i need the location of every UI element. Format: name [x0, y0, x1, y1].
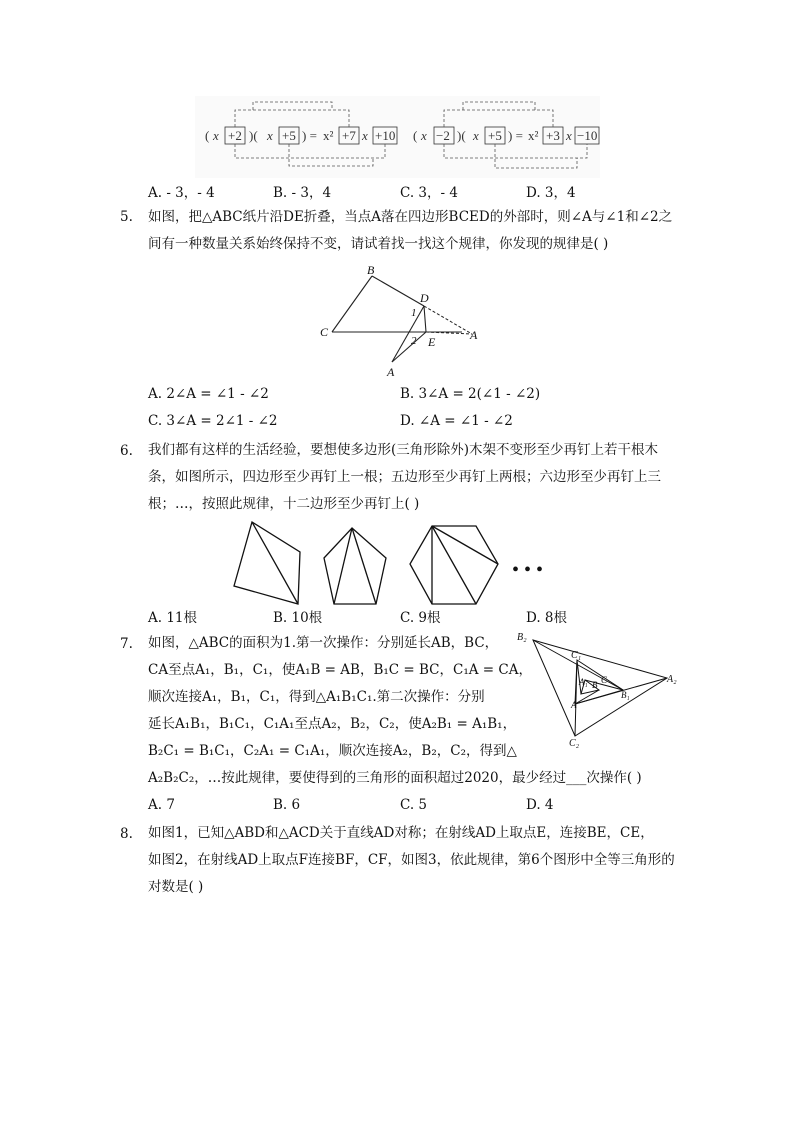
q6-text-line2: 条，如图所示，四边形至少再钉上一根；五边形至少再钉上两根；六边形至少再钉上三: [148, 469, 661, 485]
q7-label-c: C: [601, 675, 608, 685]
q6-option-a[interactable]: A. 11根: [148, 610, 198, 626]
q4-left-a: +2: [228, 128, 242, 143]
q7-figure: [515, 628, 680, 750]
q5-option-d[interactable]: D. ∠A = ∠1 - ∠2: [400, 413, 513, 429]
q7-label-c1: C₁: [571, 650, 582, 661]
q4-right-close1: )(: [457, 128, 466, 143]
q4-left-c: +7: [342, 128, 356, 143]
q4-option-a[interactable]: A. - 3，- 4: [148, 185, 215, 201]
q4-option-b[interactable]: B. - 3，4: [273, 185, 332, 201]
q8-text-line3: 对数是( ): [148, 879, 204, 895]
q7-text-line5: B₂C₁ = B₁C₁，C₂A₁ = C₁A₁，顺次连接A₂，B₂，C₂，得到△: [148, 743, 517, 759]
q5-fold-de: [424, 306, 426, 332]
q5-edge-cb: [332, 276, 372, 332]
q7-label-a2: A₂: [667, 674, 677, 685]
q4-left-d: +10: [375, 128, 396, 143]
q8-text-line2: 如图2，在射线AD上取点F连接BF，CF，如图3，依此规律，第6个图形中全等三角形的: [148, 852, 675, 868]
q4-left-x1: x: [213, 128, 219, 143]
q4-left-b: +5: [282, 128, 296, 143]
q5-label-angle2: 2: [411, 335, 417, 347]
q5-text-line2: 间有一种数量关系始终保持不变，请试着找一找这个规律，你发现的规律是( ): [148, 236, 609, 252]
q4-right-c: +3: [546, 128, 560, 143]
q4-right-d: −10: [577, 128, 598, 143]
q6-figure: [228, 518, 568, 608]
q5-number: 5.: [120, 209, 133, 225]
q7-text-line2: CA至点A₁，B₁，C₁，使A₁B = AB，B₁C = BC，C₁A = CA，: [148, 662, 532, 678]
q7-text-line1: 如图，△ABC的面积为1.第一次操作：分别延长AB，BC，: [148, 635, 499, 651]
q5-label-angle1: 1: [411, 307, 417, 319]
q5-option-b[interactable]: B. 3∠A = 2(∠1 - ∠2): [400, 386, 541, 402]
q5-label-a-bottom: A: [387, 365, 395, 379]
q5-text-line1: 如图，把△ABC纸片沿DE折叠，当点A落在四边形BCED的外部时，则∠A与∠1和∠2之: [148, 209, 673, 225]
q5-label-a-top: A: [470, 328, 478, 342]
q6-quadrilateral: [234, 522, 300, 604]
q6-number: 6.: [120, 443, 133, 459]
q4-right-x3: x: [566, 128, 572, 143]
q5-edge-d-abottom: [392, 306, 424, 362]
q6-quad-diagonal: [252, 522, 298, 604]
q4-left-eq: ) =: [302, 128, 317, 143]
q6-text-line3: 根；…，按照此规律，十二边形至少再钉上( ): [148, 496, 420, 512]
q4-left-x3: x: [362, 128, 368, 143]
q7-option-a[interactable]: A. 7: [148, 797, 175, 813]
q5-dashed-da: [424, 306, 472, 334]
q5-figure: [312, 262, 488, 380]
q4-option-d[interactable]: D. 3，4: [526, 185, 576, 201]
q7-label-c2: C₂: [569, 738, 580, 749]
q6-ellipsis: • • •: [512, 559, 544, 581]
q5-label-d: D: [420, 291, 429, 305]
q8-text-line1: 如图1，已知△ABD和△ACD关于直线AD对称；在射线AD上取点E，连接BE，CE，: [148, 825, 654, 841]
q6-text-line1: 我们都有这样的生活经验，要想使多边形(三角形除外)木架不变形至少再钉上若干根木: [148, 442, 659, 458]
q4-figure: [195, 96, 600, 178]
q6-hex-diagonal-2: [432, 526, 476, 604]
q7-label-a1: A₁: [579, 677, 588, 687]
q5-edge-abottom-e: [392, 332, 426, 362]
q4-right-b: +5: [488, 128, 502, 143]
q7-text-line4: 延长A₁B₁，B₁C₁，C₁A₁至点A₂，B₂，C₂，使A₂B₁ = A₁B₁，: [148, 716, 517, 732]
q7-label-b2: B₂: [517, 632, 527, 643]
q4-left-paren1: (: [205, 128, 210, 143]
q7-label-b: B: [592, 680, 598, 690]
q5-label-c: C: [320, 325, 329, 339]
q7-option-b[interactable]: B. 6: [273, 797, 301, 813]
q7-option-d[interactable]: D. 4: [526, 797, 554, 813]
q6-pent-diagonal-2: [334, 528, 352, 604]
q7-number: 7.: [120, 636, 133, 652]
q6-option-c[interactable]: C. 9根: [400, 610, 441, 626]
q4-left-close1: )(: [249, 128, 258, 143]
q6-option-d[interactable]: D. 8根: [526, 610, 568, 626]
q7-option-c[interactable]: C. 5: [400, 797, 428, 813]
q6-hex-diagonal-1: [432, 526, 498, 564]
q7-label-b1: B₁: [621, 690, 630, 700]
q5-option-a[interactable]: A. 2∠A = ∠1 - ∠2: [148, 386, 269, 402]
q7-text-line6: A₂B₂C₂，…按此规律，要使得到的三角形的面积超过2020，最少经过___次操作( ): [148, 770, 642, 786]
q7-label-a: A: [571, 700, 577, 710]
q4-right-a: −2: [436, 128, 450, 143]
q4-right-x1: x: [421, 128, 427, 143]
q4-left-x2term: x²: [323, 128, 334, 143]
q4-right-x2term: x²: [528, 128, 539, 143]
q7-triangle-a2b2c2: [533, 640, 667, 736]
q4-right-x2: x: [473, 128, 479, 143]
q5-option-c[interactable]: C. 3∠A = 2∠1 - ∠2: [148, 413, 278, 429]
q5-label-b: B: [367, 263, 375, 277]
q4-option-c[interactable]: C. 3，- 4: [400, 185, 458, 201]
q7-text-line3: 顺次连接A₁，B₁，C₁，得到△A₁B₁C₁.第二次操作：分别: [148, 689, 485, 705]
q4-left-x2: x: [267, 128, 273, 143]
q8-number: 8.: [120, 826, 133, 842]
q6-option-b[interactable]: B. 10根: [273, 610, 323, 626]
q4-right-eq: ) =: [508, 128, 523, 143]
q4-right-paren1: (: [413, 128, 418, 143]
q5-label-e: E: [428, 335, 436, 349]
q5-edge-bd: [372, 276, 424, 306]
